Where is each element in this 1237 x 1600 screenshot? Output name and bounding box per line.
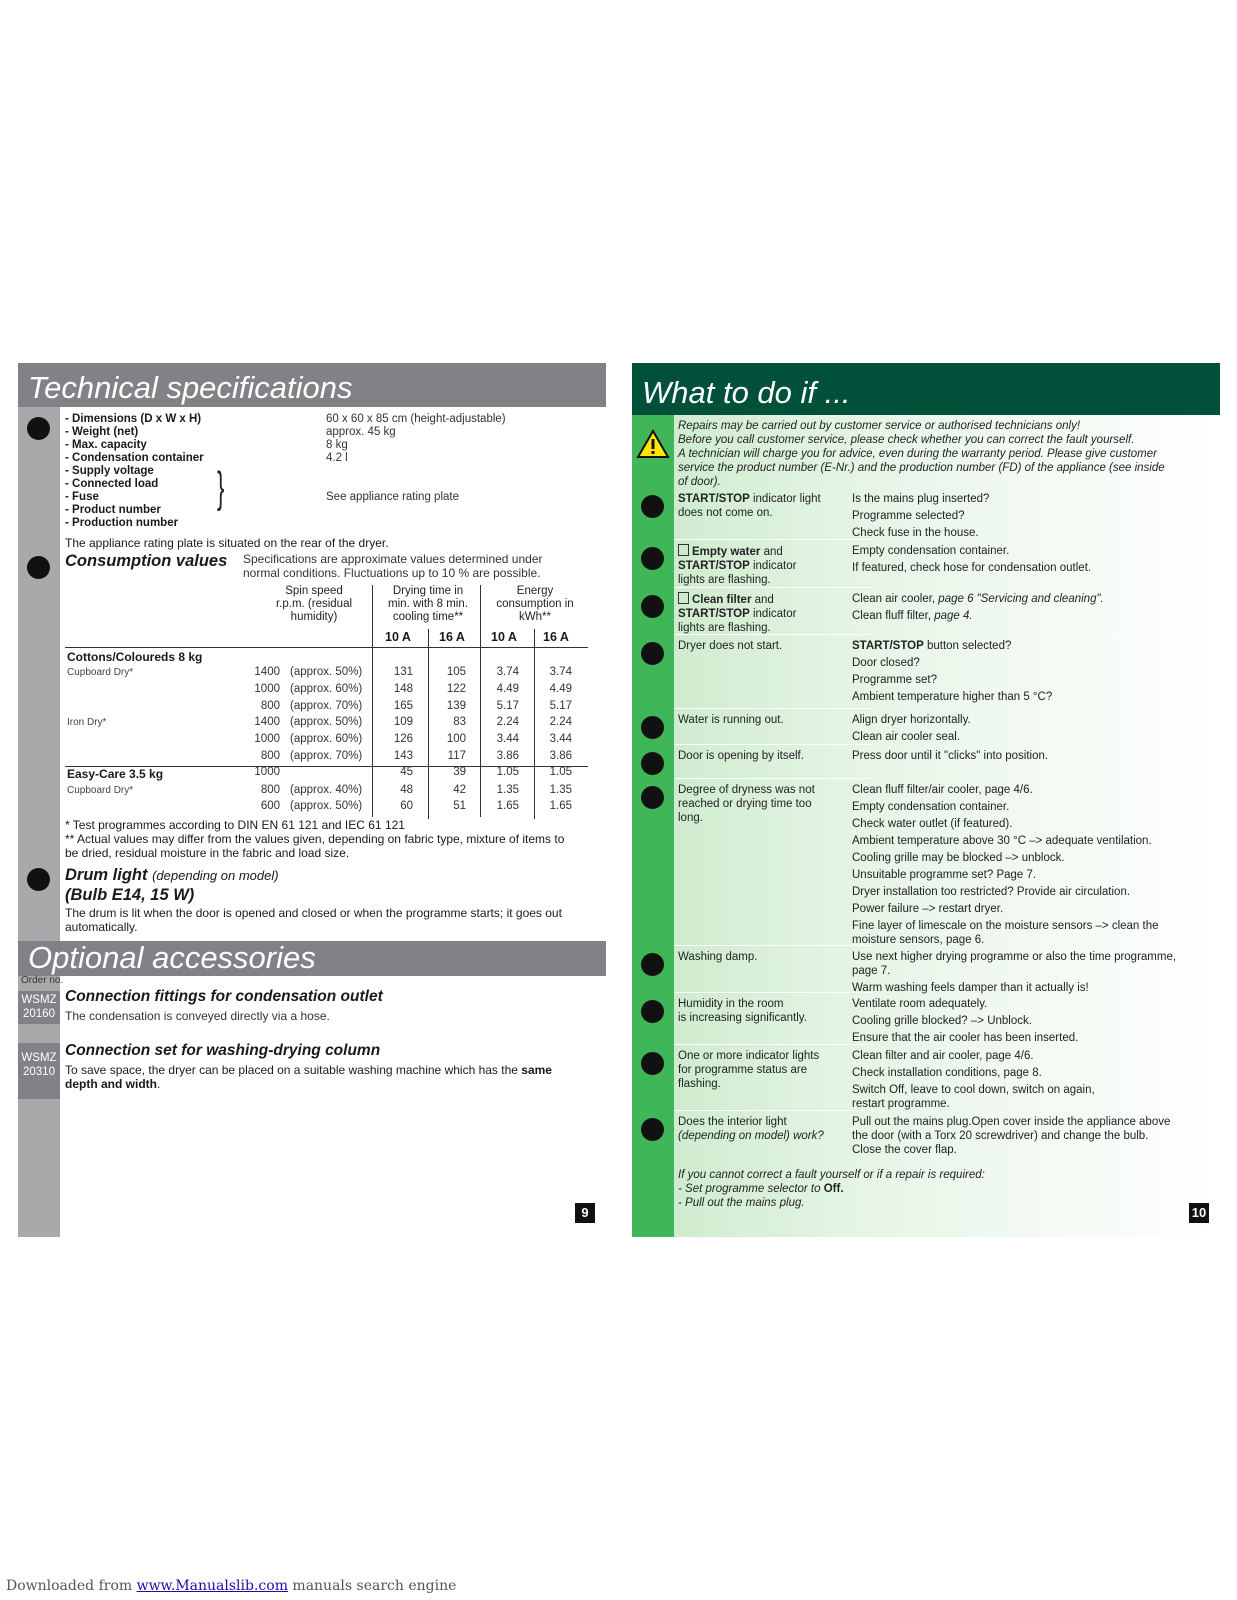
accessory-title-2: Connection set for washing-drying column [65,1042,381,1059]
remedy-line: page 7. [852,965,891,977]
remedy-text: Clean air cooler, [852,593,939,605]
remedy-line: Empty condensation container. [852,801,1010,813]
remedy-line: Ambient temperature higher than 5 °C? [852,691,1053,703]
energy-16a: 4.49 [549,683,572,695]
programme-label: Cupboard Dry* [67,667,134,678]
fault-description [678,639,848,653]
warning-icon [636,429,670,459]
drying-time-10a: 131 [393,666,413,678]
fault-description [678,544,848,587]
remedy-line: Align dryer horizontally. [852,714,971,726]
final-note [678,1168,985,1210]
energy-10a: 1.65 [496,800,519,812]
fault-line: Humidity in the room [678,998,784,1010]
remedy-line: Cooling grille blocked? –> Unblock. [852,1015,1032,1027]
remedy-line: Ambient temperature above 30 °C –> adequate ventilation. [852,835,1152,847]
residual-humidity: (approx. 70%) [290,700,363,712]
fault-description [678,749,848,763]
technical-specifications-page [18,363,606,1237]
footer-prefix: Downloaded from [6,1578,137,1594]
fault-description [678,950,848,964]
fault-description [678,492,848,520]
remedy-list [852,1049,1095,1111]
row-separator [674,708,874,709]
fault-keyword: START/STOP [678,608,750,620]
remedy-line [852,592,1104,606]
programme-label: Iron Dry* [67,717,107,728]
bullet-dot [641,642,664,665]
remedy-ref: page 6 "Servicing and cleaning". [938,593,1104,605]
remedy-line: Programme selected? [852,510,965,522]
residual-humidity: (approx. 60%) [290,683,363,695]
remedy-line: Empty condensation container. [852,545,1010,557]
amp-header: 16 A [543,630,569,644]
bullet-dot [641,1000,664,1023]
spin-speed: 800 [260,750,280,762]
remedy-text: Clean fluff filter, [852,610,935,622]
fault-line: Water is running out. [678,714,784,726]
fault-line: reached or drying time too [678,798,812,810]
spin-speed: 800 [260,784,280,796]
fault-text: indicator light [749,493,821,505]
fault-line: is increasing significantly. [678,1012,807,1024]
remedy-line [852,609,1104,623]
row-separator [674,587,874,588]
rating-plate-note: The appliance rating plate is situated on the rear of the dryer. [65,536,389,550]
accessory-text-2a: To save space, the dryer can be placed on a suitable washing machine which has the [65,1063,522,1077]
fault-line: lights are flashing. [678,622,771,634]
energy-16a: 3.86 [549,750,572,762]
remedy-line: Pull out the mains plug.Open cover inside the appliance above [852,1116,1171,1128]
row-separator [674,992,874,993]
fault-line: Door is opening by itself. [678,750,804,762]
energy-10a: 2.24 [496,716,519,728]
accessory-title-1: Connection fittings for condensation outlet [65,988,383,1005]
fault-text: indicator [749,560,797,572]
remedy-list [852,492,989,540]
drying-time-16a: 105 [446,666,466,678]
remedy-list [852,1115,1170,1157]
warning-line: A technician will charge you for advice, even during the warranty period. Please give customer [678,448,1157,460]
energy-16a: 2.24 [549,716,572,728]
bullet-dot [27,417,50,440]
remedy-list [852,592,1104,623]
accessory-text-2d: . [157,1077,161,1091]
remedy-line: Clean fluff filter/air cooler, page 4/6. [852,784,1033,796]
amp-header: 10 A [491,630,517,644]
page-number: 9 [575,1203,595,1223]
table-hline [65,647,588,648]
fault-line: One or more indicator lights [678,1050,820,1062]
drying-time-16a: 122 [446,683,466,695]
remedy-list [852,950,1176,995]
spec-value: 8 kg [326,439,348,451]
spin-speed: 1000 [254,733,280,745]
drying-time-16a: 100 [446,733,466,745]
remedy-line: Door closed? [852,657,920,669]
bullet-dot [641,1118,664,1141]
energy-16a: 3.74 [549,666,572,678]
energy-10a: 3.74 [496,666,519,678]
remedy-line: Clean filter and air cooler, page 4/6. [852,1050,1034,1062]
accessory-text-1: The condensation is conveyed directly via a hose. [65,1009,330,1023]
fault-line: flashing. [678,1078,721,1090]
fault-line [678,492,848,506]
fault-line: lights are flashing. [678,574,771,586]
footnote-1: * Test programmes according to DIN EN 61 121 and IEC 61 121 [65,818,405,832]
footnote-2b: be dried, residual moisture in the fabric and load size. [65,846,350,860]
bullet-dot [641,716,664,739]
drying-time-16a: 139 [446,700,466,712]
spec-label: - Fuse [65,491,99,503]
remedy-list [852,783,1159,947]
drying-time-10a: 48 [400,784,413,796]
drying-time-10a: 45 [400,766,413,778]
fault-description [678,1049,848,1091]
remedy-line: Fine layer of limescale on the moisture sensors –> clean the [852,920,1159,932]
spin-speed: 600 [260,800,280,812]
spin-speed: 1400 [254,666,280,678]
spec-label: - Dimensions (D x W x H) [65,413,202,425]
drying-time-16a: 51 [453,800,466,812]
fault-line: Degree of dryness was not [678,784,815,796]
energy-16a: 3.44 [549,733,572,745]
order-code-line: WSMZ [21,1052,57,1064]
bullet-dot [641,495,664,518]
residual-humidity: (approx. 70%) [290,750,363,762]
remedy-line: Check fuse in the house. [852,527,979,539]
energy-10a: 1.05 [496,766,519,778]
remedy-line: restart programme. [852,1098,950,1110]
drying-time-10a: 143 [393,750,413,762]
final-note-line-3: - Pull out the mains plug. [678,1197,805,1209]
drum-light-title-note: (depending on model) [152,868,279,883]
drying-time-16a: 83 [453,716,466,728]
final-note-line-1: If you cannot correct a fault yourself or if a repair is required: [678,1169,985,1181]
row-separator [674,1110,874,1111]
group-header-easycare: Easy-Care 3.5 kg [67,767,164,781]
consumption-desc-2: normal conditions. Fluctuations up to 10 % are possible. [243,566,541,580]
column-header: Energy [516,585,554,597]
final-note-line-2 [678,1182,985,1196]
energy-10a: 5.17 [496,700,519,712]
warning-line: of door). [678,476,721,488]
energy-16a: 1.65 [549,800,572,812]
drying-time-10a: 165 [393,700,413,712]
accessory-text-2b: same [521,1063,552,1077]
column-header: consumption in [496,598,574,610]
remedy-line: the door (with a Torx 20 screwdriver) and change the bulb. [852,1130,1149,1142]
bullet-dot [641,752,664,775]
spin-speed: 800 [260,700,280,712]
fault-line [678,559,848,573]
residual-humidity: (approx. 50%) [290,666,363,678]
spec-label: - Product number [65,504,161,516]
order-code-wsmz-20310 [18,1043,60,1099]
drying-time-16a: 117 [447,750,466,762]
order-no-label: Order no. [21,975,64,986]
bullet-dot [641,1052,664,1075]
remedy-line: Unsuitable programme set? Page 7. [852,869,1037,881]
amp-header: 10 A [385,630,411,644]
fault-description [678,783,848,825]
row-separator [674,744,874,745]
order-code-line: 20160 [23,1008,55,1020]
left-margin-strip [18,407,60,941]
fault-description [678,713,848,727]
bullet-dot [641,786,664,809]
clean-filter-icon [678,592,689,604]
remedy-line: Use next higher drying programme or also the time programme, [852,951,1177,963]
what-to-do-if-page [632,363,1220,1237]
remedy-line: Dryer installation too restricted? Provide air circulation. [852,886,1131,898]
column-header: cooling time** [392,611,464,623]
bullet-dot [641,595,664,618]
remedy-list [852,639,1052,704]
spec-value: 60 x 60 x 85 cm (height-adjustable) [326,413,506,425]
remedy-list [852,713,971,744]
remedy-line: Programme set? [852,674,938,686]
column-header: humidity) [290,611,338,623]
row-separator [674,778,874,779]
order-code-line: 20310 [23,1066,55,1078]
fault-line: Dryer does not start. [678,640,783,652]
fault-description [678,1115,848,1143]
bullet-dot [27,868,50,891]
fault-text: and [751,594,774,606]
fault-line [678,592,848,607]
remedy-line: Cooling grille may be blocked –> unblock. [852,852,1065,864]
energy-10a: 1.35 [496,784,519,796]
remedy-text: button selected? [923,640,1012,652]
energy-10a: 3.44 [496,733,519,745]
remedy-line: Is the mains plug inserted? [852,493,990,505]
fault-keyword: Clean filter [692,594,752,606]
remedy-line: If featured, check hose for condensation outlet. [852,562,1092,574]
warning-text [678,419,1165,489]
remedy-line: Press door until it "clicks" into position. [852,750,1049,762]
empty-water-icon [678,544,689,556]
remedy-line: Switch Off, leave to cool down, switch on again, [852,1084,1095,1096]
fault-line [678,607,848,621]
remedy-keyword: START/STOP [852,640,924,652]
drying-time-16a: 39 [453,766,466,778]
brace-icon: } [217,463,225,512]
remedy-line: Check water outlet (if featured). [852,818,1013,830]
fault-text: and [760,546,783,558]
spin-speed: 1000 [254,683,280,695]
drying-time-10a: 109 [393,716,413,728]
fault-line: Washing damp. [678,951,758,963]
fault-text: indicator [749,608,797,620]
spec-label: - Production number [65,517,179,529]
remedy-line: Warm washing feels damper than it actually is! [852,982,1089,994]
page-title: What to do if ... [632,363,1220,415]
spec-label: - Max. capacity [65,439,147,451]
bullet-dot [641,953,664,976]
row-separator [674,539,874,540]
drying-time-10a: 60 [400,800,413,812]
drying-time-10a: 126 [393,733,413,745]
remedy-list [852,749,1048,763]
manualslib-link[interactable]: www.Manualslib.com [136,1578,288,1594]
residual-humidity: (approx. 60%) [290,733,363,745]
fault-keyword: START/STOP [678,493,750,505]
spec-value: 4.2 l [326,452,348,464]
spec-label: - Condensation container [65,452,204,464]
page-title: Technical specifications [18,363,606,407]
spin-speed: 1400 [254,716,280,728]
fault-line: (depending on model) work? [678,1130,824,1142]
column-header: Drying time in [392,585,464,597]
energy-10a: 3.86 [496,750,519,762]
drum-light-subtitle: (Bulb E14, 15 W) [65,886,195,904]
bullet-dot [641,547,664,570]
spec-label: - Connected load [65,478,159,490]
warning-line: Repairs may be carried out by customer service or authorised technicians only! [678,420,1081,432]
remedy-line: moisture sensors, page 6. [852,934,985,946]
spec-value: See appliance rating plate [326,491,459,503]
page-number: 10 [1189,1203,1209,1223]
remedy-line: Clean air cooler seal. [852,731,961,743]
row-separator [674,945,874,946]
remedy-line: Close the cover flap. [852,1144,957,1156]
fault-line: Does the interior light [678,1116,787,1128]
fault-line: does not come on. [678,507,773,519]
footer [6,1578,456,1594]
residual-humidity: (approx. 40%) [290,784,363,796]
fault-keyword: Empty water [692,546,761,558]
residual-humidity: (approx. 50%) [290,716,363,728]
remedy-line: Ventilate room adequately. [852,998,988,1010]
fault-line [678,544,848,559]
remedy-list [852,997,1078,1045]
drum-light-title-main: Drum light [65,866,148,884]
fault-description [678,592,848,635]
drying-time-10a: 148 [393,683,413,695]
column-header: r.p.m. (residual [275,598,353,610]
accessory-text-2 [65,1063,585,1091]
drum-light-text-1: The drum is lit when the door is opened and closed or when the programme starts; it goes out [65,906,562,920]
right-margin-strip [632,415,674,1237]
fault-description [678,997,848,1025]
accessories-title: Optional accessories [18,941,606,976]
remedy-line: Check installation conditions, page 8. [852,1067,1042,1079]
column-header: min. with 8 min. [388,598,468,610]
amp-header: 16 A [439,630,465,644]
order-code-line: WSMZ [21,994,57,1006]
final-note-off: Off. [823,1183,844,1195]
remedy-ref: page 4. [934,610,973,622]
remedy-line: Power failure –> restart dryer. [852,903,1004,915]
warning-line: service the product number (E-Nr.) and the production number (FD) of the appliance (see inside [678,462,1165,474]
footnote-2a: ** Actual values may differ from the values given, depending on fabric type, mixture of items to [65,832,565,846]
energy-16a: 5.17 [549,700,572,712]
spec-value: approx. 45 kg [326,426,396,438]
spec-label: - Weight (net) [65,426,139,438]
energy-16a: 1.35 [549,784,572,796]
remedy-line: Ensure that the air cooler has been inserted. [852,1032,1079,1044]
group-header-cottons: Cottons/Coloureds 8 kg [67,650,203,664]
fault-line: for programme status are [678,1064,808,1076]
consumption-desc-1: Specifications are approximate values determined under [243,552,543,566]
warning-line: Before you call customer service, please check whether you can correct the fault yourself. [678,434,1135,446]
accessory-text-2c: depth and width [65,1077,157,1091]
energy-10a: 4.49 [496,683,519,695]
drum-light-text-2: automatically. [65,920,138,934]
spec-label: - Supply voltage [65,465,154,477]
drum-light-title [65,866,279,885]
fault-line: long. [678,812,703,824]
programme-label: Cupboard Dry* [67,785,134,796]
column-header: kWh** [519,611,551,623]
fault-keyword: START/STOP [678,560,750,572]
bullet-dot [27,556,50,579]
row-separator [674,1044,874,1045]
final-note-line-2a: - Set programme selector to [678,1183,824,1195]
order-code-wsmz-20160 [18,991,60,1024]
consumption-title: Consumption values [65,552,228,570]
remedy-line [852,639,1052,653]
column-header: Spin speed [285,585,343,597]
spin-speed: 1000 [254,766,280,778]
drying-time-16a: 42 [453,784,466,796]
residual-humidity: (approx. 50%) [290,800,363,812]
remedy-list [852,544,1091,575]
energy-16a: 1.05 [549,766,572,778]
footer-suffix: manuals search engine [287,1578,457,1594]
